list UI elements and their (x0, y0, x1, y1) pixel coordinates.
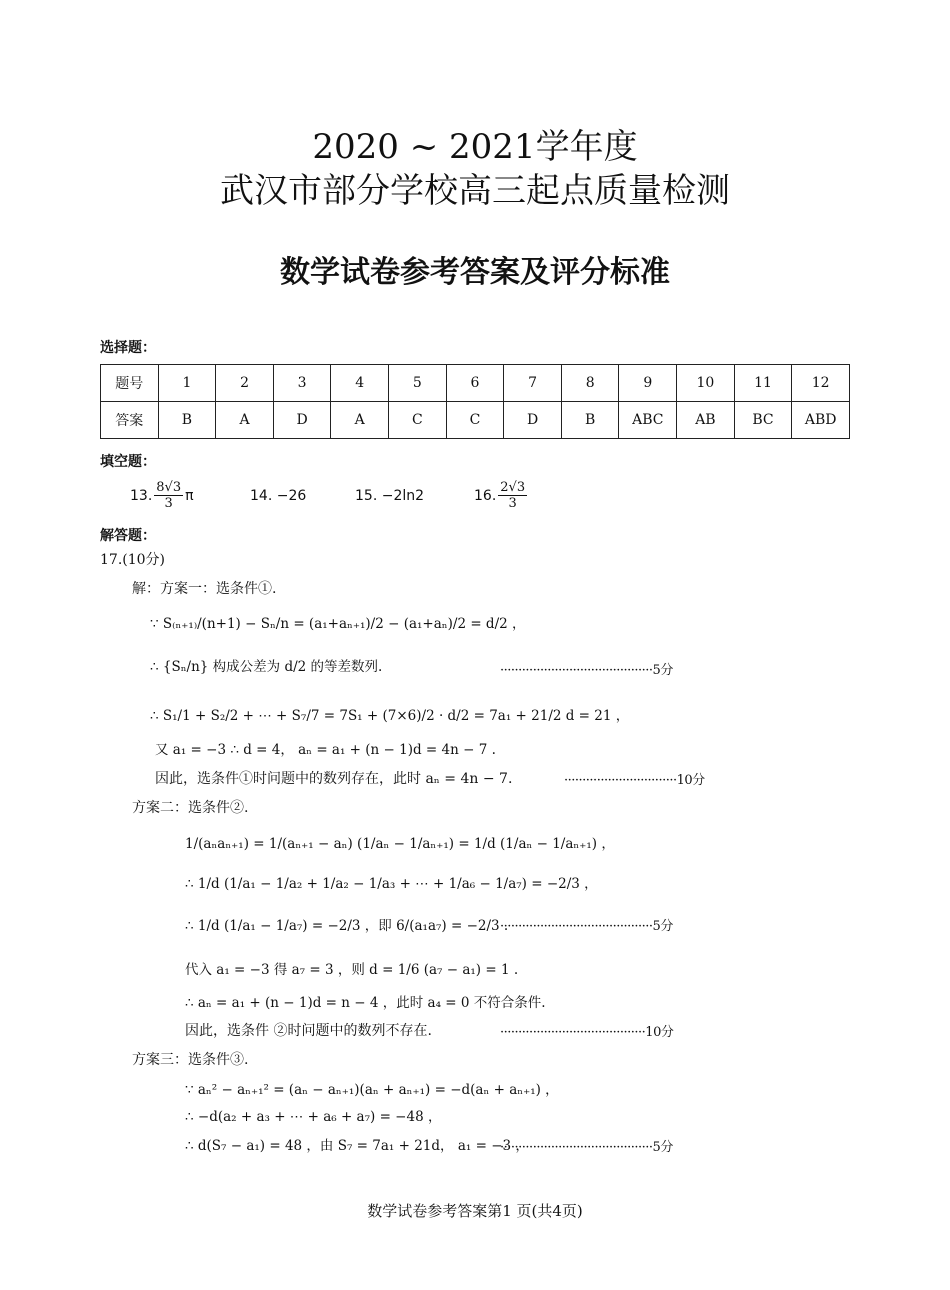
answer-cell: BC (734, 402, 792, 439)
plan1-step2: ∴ {Sₙ/n} 构成公差为 d/2 的等差数列. (150, 659, 383, 675)
score-10-b: ········································10分 (500, 1025, 674, 1040)
plan1-step1: ∵ S₍ₙ₊₁₎/(n+1) − Sₙ/n = (a₁+aₙ₊₁)/2 − (a₁+aₙ)/2 = d/2 ， (150, 616, 526, 632)
plan2-step5: ∴ aₙ = a₁ + (n − 1)d = n − 4 ，此时 a₄ = 0 不符合条件. (185, 995, 546, 1011)
plan3-step2: ∴ −d(a₂ + a₃ + ⋯ + a₆ + a₇) = −48 ， (185, 1109, 442, 1125)
plan1-title: 解：方案一：选条件①. (132, 581, 277, 597)
row-label-question: 题号 (101, 365, 159, 402)
score-5-a: ··········································5分 (500, 663, 673, 678)
answer-cell: B (158, 402, 216, 439)
answer-cell: D (504, 402, 562, 439)
table-row-answers (101, 402, 850, 439)
q13-fraction (154, 480, 183, 511)
plan1-conclusion: 因此，选条件①时问题中的数列存在，此时 aₙ = 4n − 7. (155, 771, 513, 787)
fill-answer-16 (474, 480, 529, 511)
plan2-step3: ∴ 1/d (1/a₁ − 1/a₇) = −2/3 ，即 6/(a₁a₇) = −2/3 . (185, 918, 509, 934)
q17-label: 17.(10分) (100, 552, 166, 568)
plan2-title: 方案二：选条件②. (132, 800, 249, 816)
q13-numerator: 8√3 (156, 480, 182, 495)
answer-cell: C (446, 402, 504, 439)
q16-numerator: 2√3 (500, 480, 526, 495)
fill-answer-14: 14. −26 (250, 488, 307, 504)
table-row-numbers (101, 365, 850, 402)
q13-label: 13. (130, 487, 153, 504)
score-5-c: ··········································5分 (500, 1140, 673, 1155)
question-number: 6 (446, 365, 504, 402)
choice-heading: 选择题： (100, 340, 156, 356)
plan1-step3: ∴ S₁/1 + S₂/2 + ⋯ + S₇/7 = 7S₁ + (7×6)/2 · d/2 = 7a₁ + 21/2 d = 21 ， (150, 708, 630, 724)
fill-answer-13 (130, 480, 194, 511)
answer-cell: D (273, 402, 331, 439)
fill-answer-15: 15. −2ln2 (355, 488, 425, 504)
q16-label: 16. (474, 487, 497, 504)
plan2-step4: 代入 a₁ = −3 得 a₇ = 3 ，则 d = 1/6 (a₇ − a₁) = 1 . (185, 962, 519, 978)
plan3-step1: ∵ aₙ² − aₙ₊₁² = (aₙ − aₙ₊₁)(aₙ + aₙ₊₁) = −d(aₙ + aₙ₊₁) ， (185, 1082, 559, 1098)
question-number: 11 (734, 365, 792, 402)
q13-pi: π (185, 487, 194, 504)
plan3-title: 方案三：选条件③. (132, 1052, 249, 1068)
score-5-b: ··········································5分 (500, 919, 673, 934)
choice-answer-table (100, 364, 850, 439)
plan2-step2: ∴ 1/d (1/a₁ − 1/a₂ + 1/a₂ − 1/a₃ + ⋯ + 1/a₆ − 1/a₇) = −2/3 ， (185, 876, 598, 892)
answer-cell: ABD (792, 402, 850, 439)
question-number: 12 (792, 365, 850, 402)
fill-heading: 填空题： (100, 454, 156, 470)
plan3-step3: ∴ d(S₇ − a₁) = 48 ，由 S₇ = 7a₁ + 21d， a₁ = −3 ， (185, 1138, 529, 1154)
answer-cell: AB (677, 402, 735, 439)
plan2-conclusion: 因此，选条件 ②时问题中的数列不存在. (185, 1023, 432, 1039)
question-number: 8 (561, 365, 619, 402)
title-exam: 武汉市部分学校高三起点质量检测 (220, 171, 730, 211)
answer-cell: B (561, 402, 619, 439)
answer-cell: ABC (619, 402, 677, 439)
answer-cell: C (389, 402, 447, 439)
q16-fraction (498, 480, 527, 511)
question-number: 1 (158, 365, 216, 402)
score-10-a: ·······························10分 (564, 773, 705, 788)
plan1-step4: 又 a₁ = −3 ∴ d = 4， aₙ = a₁ + (n − 1)d = 4n − 7 . (155, 742, 496, 758)
row-label-answer: 答案 (101, 402, 159, 439)
solve-heading: 解答题： (100, 528, 156, 544)
question-number: 7 (504, 365, 562, 402)
q13-denominator: 3 (164, 496, 173, 511)
question-number: 9 (619, 365, 677, 402)
title-answer-key: 数学试卷参考答案及评分标准 (280, 255, 670, 290)
question-number: 3 (273, 365, 331, 402)
question-number: 10 (677, 365, 735, 402)
question-number: 2 (216, 365, 274, 402)
answer-cell: A (216, 402, 274, 439)
plan2-step1: 1/(aₙaₙ₊₁) = 1/(aₙ₊₁ − aₙ) (1/aₙ − 1/aₙ₊₁) = 1/d (1/aₙ − 1/aₙ₊₁) ， (185, 836, 615, 852)
answer-cell: A (331, 402, 389, 439)
q16-denominator: 3 (508, 496, 517, 511)
question-number: 4 (331, 365, 389, 402)
question-number: 5 (389, 365, 447, 402)
title-year: 2020 ~ 2021学年度 (312, 127, 638, 167)
page-footer: 数学试卷参考答案第1 页(共4页) (367, 1202, 583, 1220)
